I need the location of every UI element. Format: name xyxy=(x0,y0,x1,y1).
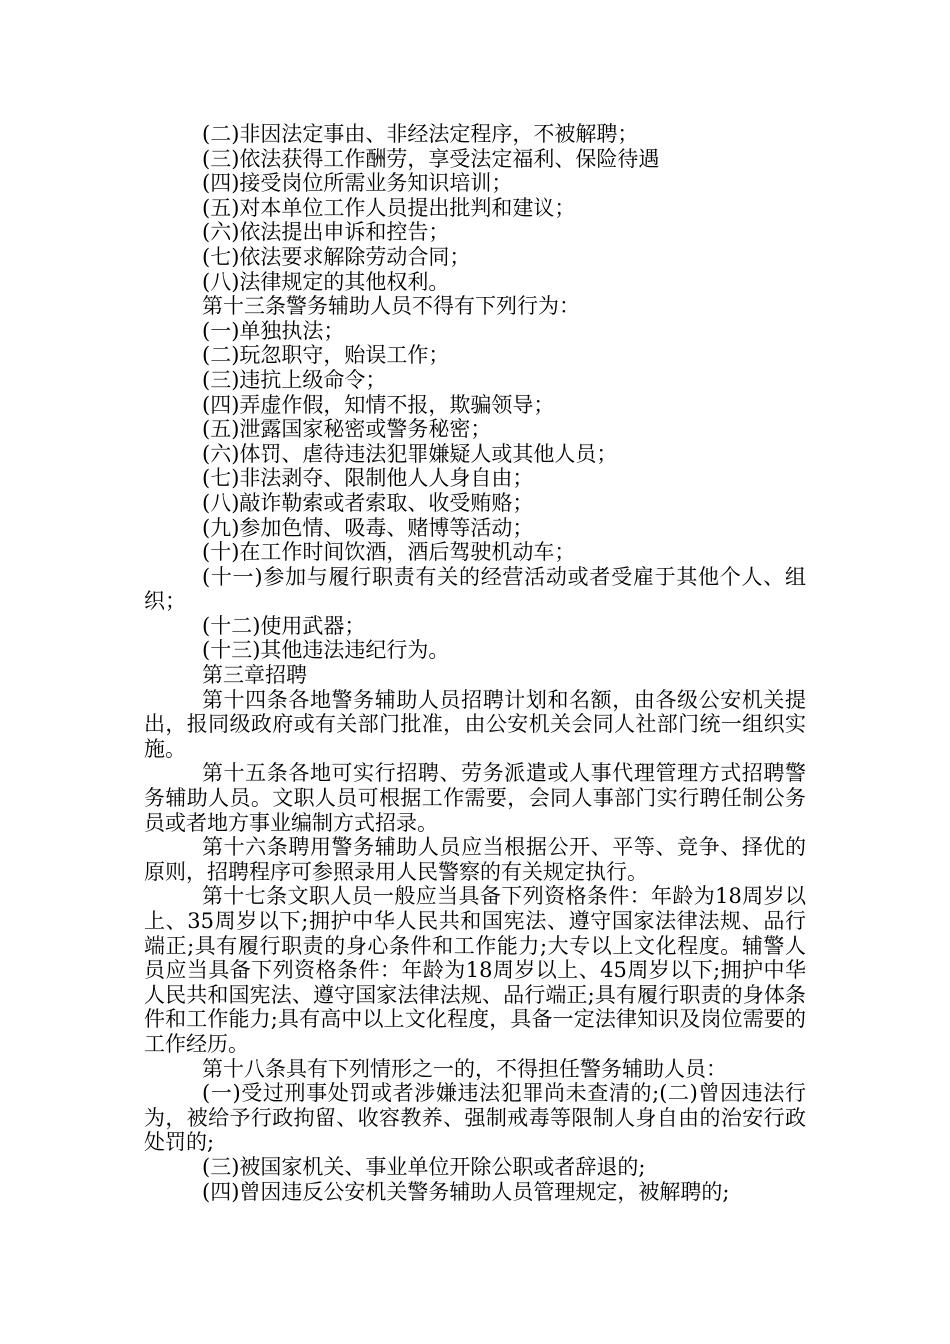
paragraph: (二)非因法定事由、非经法定程序，不被解聘； xyxy=(202,122,639,146)
paragraph: (三)违抗上级命令； xyxy=(202,367,387,392)
paragraph: (二)玩忽职守，贻误工作； xyxy=(202,343,450,368)
paragraph: (六)依法提出申诉和控告； xyxy=(202,220,450,245)
paragraph: (十一)参加与履行职责有关的经营活动或者受雇于其他个人、组织； xyxy=(144,564,806,614)
paragraph: 第十六条聘用警务辅助人员应当根据公开、平等、竞争、择优的原则，招聘程序可参照录用人民警察的有关规定执行。 xyxy=(144,835,806,884)
paragraph: (三)依法获得工作酬劳，享受法定福利、保险待遇 xyxy=(202,146,660,171)
paragraph: (八)敲诈勒索或者索取、收受贿赂； xyxy=(202,490,534,515)
paragraph: 第十八条具有下列情形之一的，不得担任警务辅助人员： xyxy=(202,1056,727,1081)
paragraph: (五)对本单位工作人员提出批判和建议； xyxy=(202,195,576,220)
paragraph: (七)非法剥夺、限制他人人身自由； xyxy=(202,466,534,491)
paragraph: (十三)其他违法违纪行为。 xyxy=(202,638,450,663)
paragraph: (四)接受岗位所需业务知识培训； xyxy=(202,171,513,196)
paragraph: (一)受过刑事处罚或者涉嫌违法犯罪尚未查清的;(二)曾因违法行为，被给予行政拘留、收容教养、强制戒毒等限制人身自由的治安行政处罚的; xyxy=(144,1081,806,1155)
paragraph: (一)单独执法； xyxy=(202,318,345,343)
paragraph: (四)曾因违反公安机关警务辅助人员管理规定，被解聘的; xyxy=(202,1179,730,1204)
paragraph: (六)体罚、虐待违法犯罪嫌疑人或其他人员； xyxy=(202,441,618,466)
chapter-heading: 第三章招聘 xyxy=(202,663,307,688)
document-body xyxy=(144,122,806,1204)
paragraph: (十二)使用武器； xyxy=(202,613,366,638)
paragraph: (四)弄虚作假，知情不报，欺骗领导； xyxy=(202,392,555,417)
paragraph: (九)参加色情、吸毒、赌博等活动； xyxy=(202,515,534,540)
paragraph: (三)被国家机关、事业单位开除公职或者辞退的; xyxy=(202,1154,646,1179)
paragraph: 第十四条各地警务辅助人员招聘计划和名额，由各级公安机关提出，报同级政府或有关部门批准，由公安机关会同人社部门统一组织实施。 xyxy=(144,687,806,761)
paragraph: (五)泄露国家秘密或警务秘密； xyxy=(202,417,492,442)
paragraph: (八)法律规定的其他权利。 xyxy=(202,269,450,294)
paragraph: (七)依法要求解除劳动合同； xyxy=(202,244,471,269)
paragraph: 第十七条文职人员一般应当具备下列资格条件：年龄为18周岁以上、35周岁以下;拥护中华人民共和国宪法、遵守国家法律法规、品行端正;具有履行职责的身心条件和工作能力;大专以上文化程度。辅警人员应当具备下列资格条件：年龄为18周岁以上、45周岁以下;拥护中华人民共和国宪法、遵守国家法律法规、品行端正;具有履行职责的身体条件和工作能力;具有高中以上文化程度，具备一定法律知识及岗位需要的工作经历。 xyxy=(144,884,806,1056)
paragraph: 第十五条各地可实行招聘、劳务派遣或人事代理管理方式招聘警务辅助人员。文职人员可根据工作需要，会同人事部门实行聘任制公务员或者地方事业编制方式招录。 xyxy=(144,761,806,835)
article-heading: 第十三条警务辅助人员不得有下列行为： xyxy=(202,294,580,319)
paragraph: (十)在工作时间饮酒，酒后驾驶机动车； xyxy=(202,540,576,565)
